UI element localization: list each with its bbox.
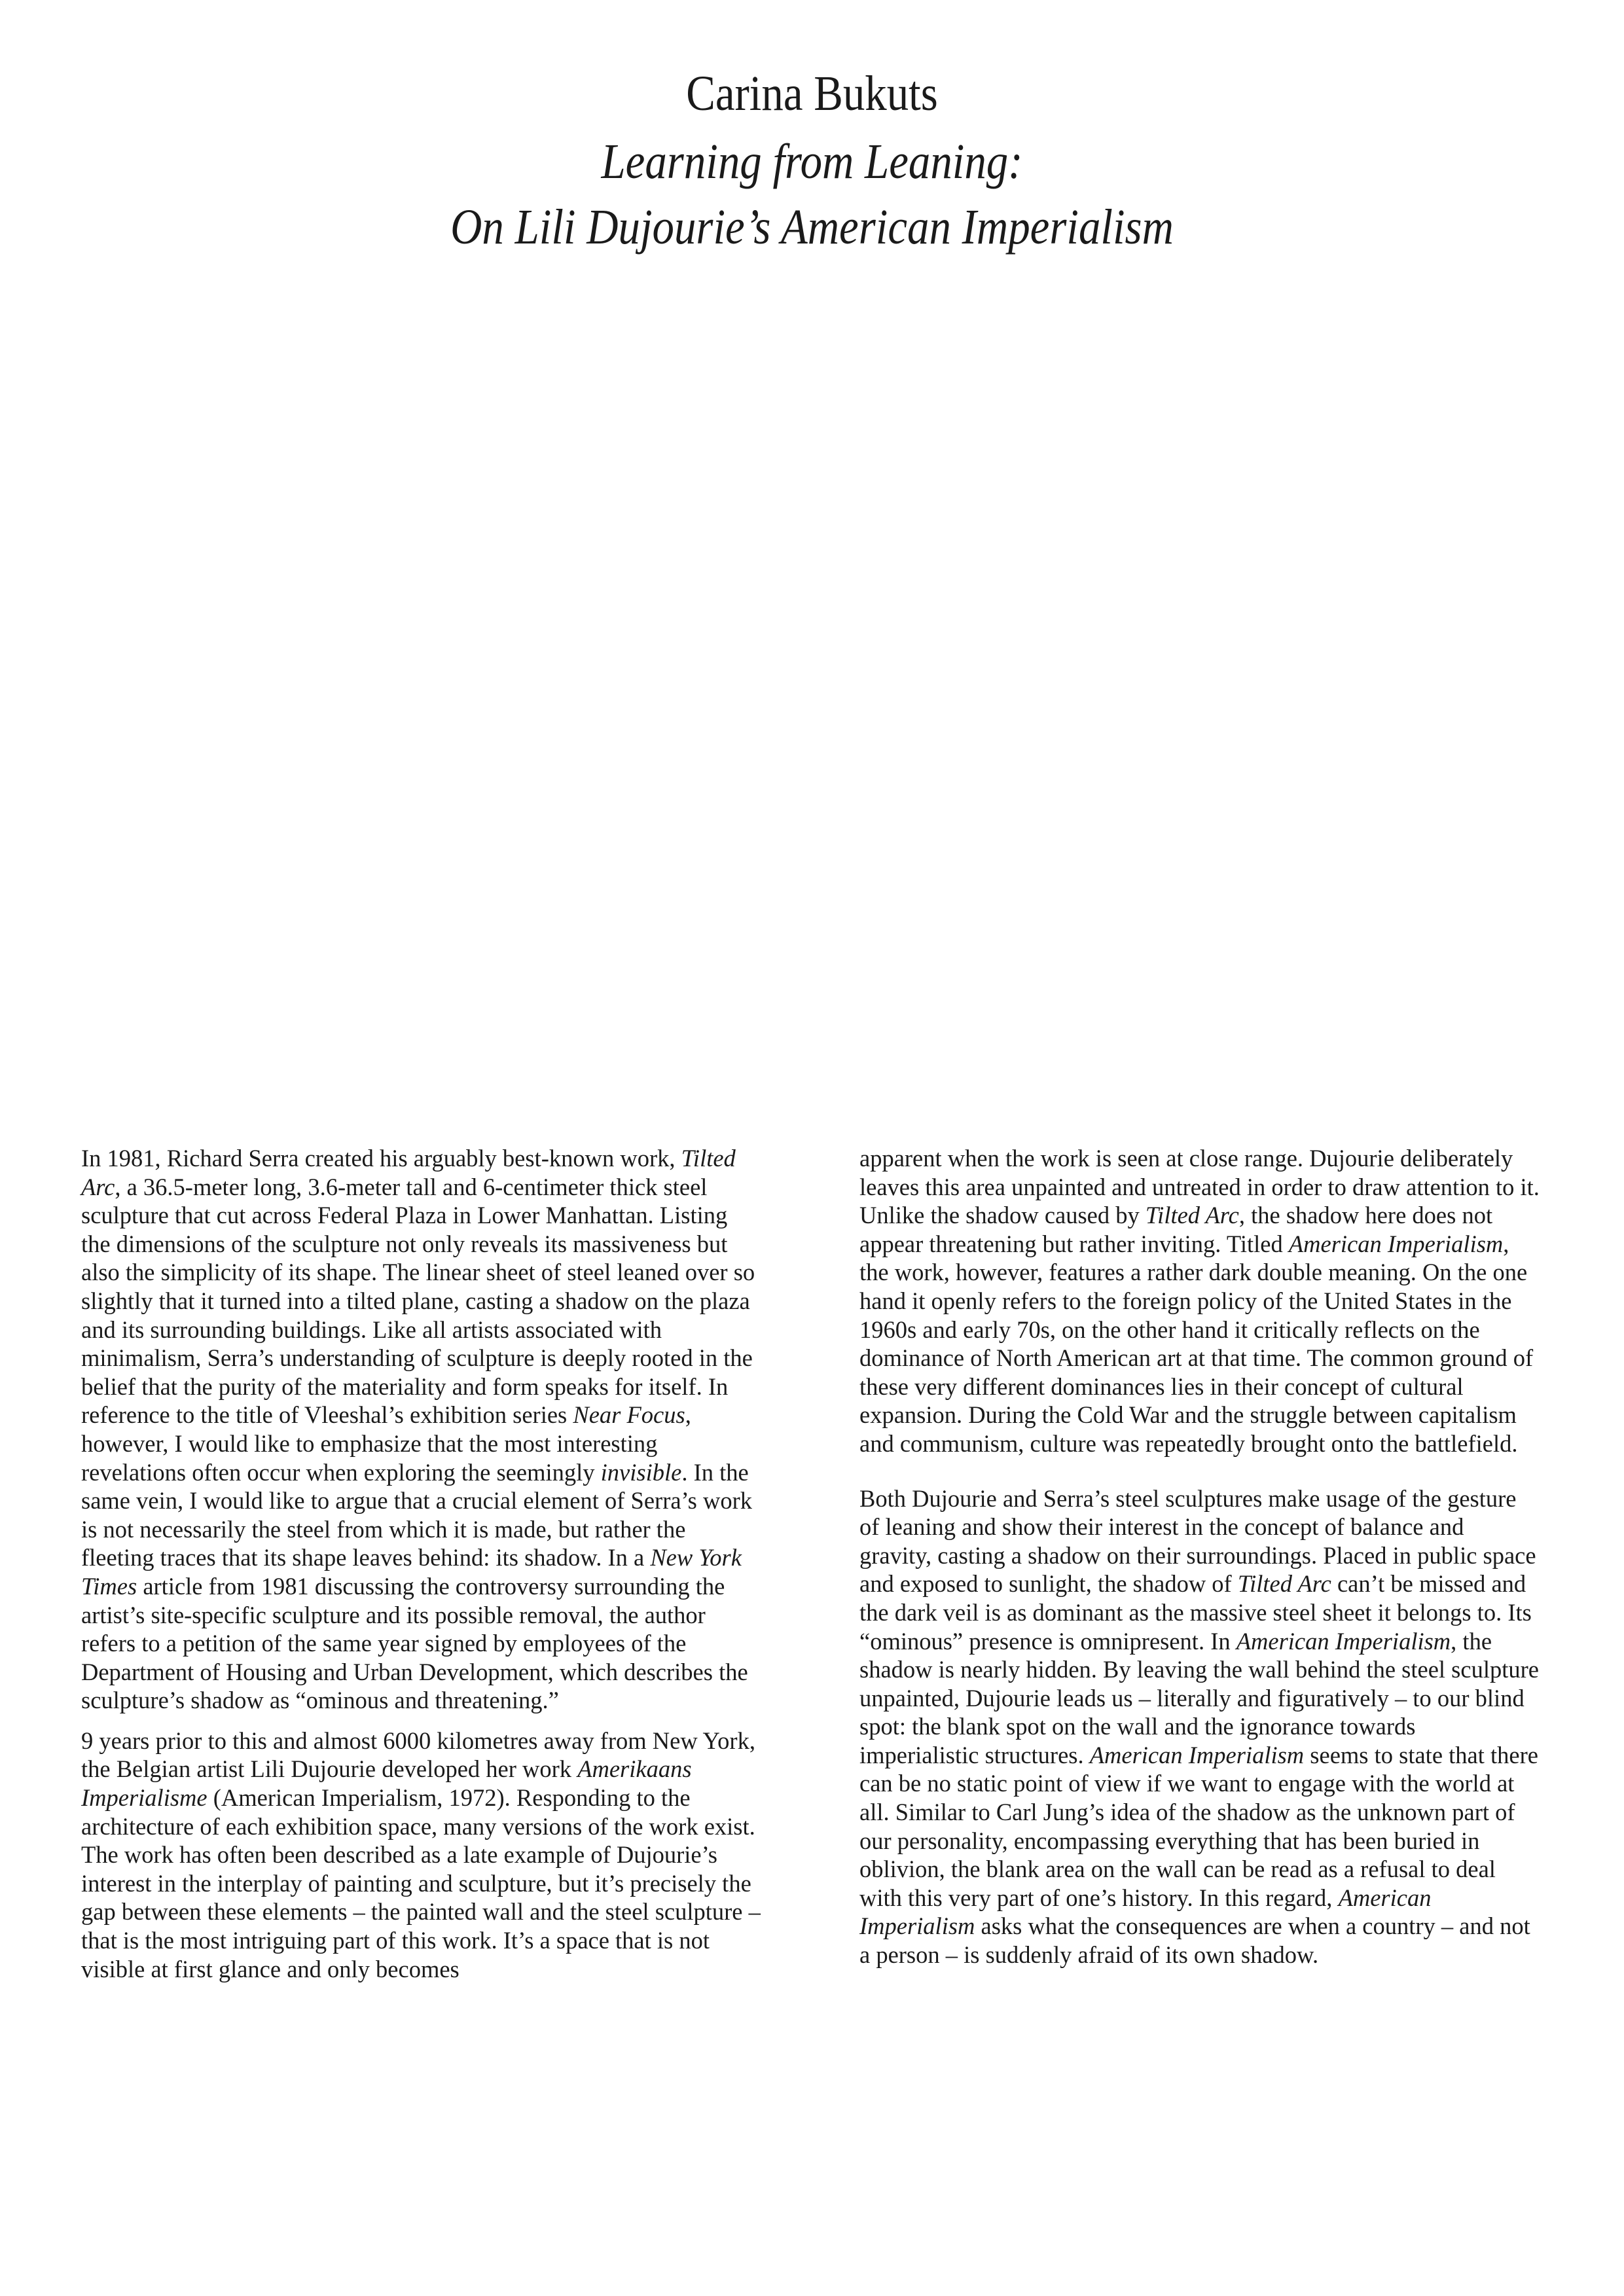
title-line-1: Learning from Leaning: [601,134,1023,189]
paragraph-3: apparent when the work is seen at close range. Dujourie deliberately leaves this area unpainted and untreated in order to draw attention to it. Unlike the shadow caused by Tilted Arc, the shadow here does not appear threatening but rather inviting. Titled American Imperialism, the work, however, features a rather dark double meaning. On the one hand it openly refers to the foreign policy of the United States in the 1960s and early 70s, on the other hand it critically reflects on the dominance of North American art at that time. The common ground of these very different dominances lies in their concept of cultural expansion. During the Cold War and the struggle between capitalism and communism, culture was repeatedly brought onto the battlefield. [859,1145,1540,1457]
paragraph-1: In 1981, Richard Serra created his arguably best-known work, Tilted Arc, a 36.5-meter long, 3.6-meter tall and 6-centimeter thick steel sculpture that cut across Federal Plaza in Lower Manhattan. Listing the dimensions of the sculpture not only reveals its massiveness but also the simplicity of its shape. The linear sheet of steel leaned over so slightly that it turned into a tilted plane, casting a shadow on the plaza and its surrounding buildings. Like all artists associated with minimalism, Serra’s understanding of sculpture is deeply rooted in the belief that the purity of the materiality and form speaks for itself. In reference to the title of Vleeshal’s exhibition series Near Focus, however, I would like to emphasize that the most interesting revelations often occur when exploring the seemingly invisible. In the same vein, I would like to argue that a crucial element of Serra’s work is not necessarily the steel from which it is made, but rather the fleeting traces that its shape leaves behind: its shadow. In a New York Times article from 1981 discussing the controversy surrounding the artist’s site-specific sculpture and its possible removal, the author refers to a petition of the same year signed by employees of the Department of Housing and Urban Development, which describes the sculpture’s shadow as “ominous and threatening.” [81,1145,755,1714]
left-column [81,1144,762,1983]
paragraph-2: 9 years prior to this and almost 6000 kilometres away from New York, the Belgian artist Lili Dujourie developed her work Amerikaans Imperialisme (American Imperialism, 1972). Responding to the architecture of each exhibition space, many versions of the work exist. The work has often been described as a late example of Dujourie’s interest in the interplay of painting and sculpture, but it’s precisely the gap between these elements – the painted wall and the steel sculpture – that is the most intriguing part of this work. It’s a space that is not visible at first glance and only becomes [81,1727,761,1982]
author-name: Carina Bukuts [686,66,938,121]
title-line-2: On Lili Dujourie’s American Imperialism [450,200,1174,255]
article-header [0,62,1624,260]
article-title [98,129,1526,260]
right-column [859,1144,1540,1969]
paragraph-4: Both Dujourie and Serra’s steel sculptures make usage of the gesture of leaning and show their interest in the concept of balance and gravity, casting a shadow on their surroundings. Placed in public space and exposed to sunlight, the shadow of Tilted Arc can’t be missed and the dark veil is as dominant as the massive steel sheet it belongs to. Its “ominous” presence is omnipresent. In American Imperialism, the shadow is nearly hidden. By leaving the wall behind the steel sculpture unpainted, Dujourie leads us – literally and figuratively – to our blind spot: the blank spot on the wall and the ignorance towards imperialistic structures. American Imperialism seems to state that there can be no static point of view if we want to engage with the world at all. Similar to Carl Jung’s idea of the shadow as the unknown part of our personality, encompassing everything that has been buried in oblivion, the blank area on the wall can be read as a refusal to deal with this very part of one’s history. In this regard, American Imperialism asks what the consequences are when a country – and not a person – is suddenly afraid of its own shadow. [859,1484,1539,1969]
